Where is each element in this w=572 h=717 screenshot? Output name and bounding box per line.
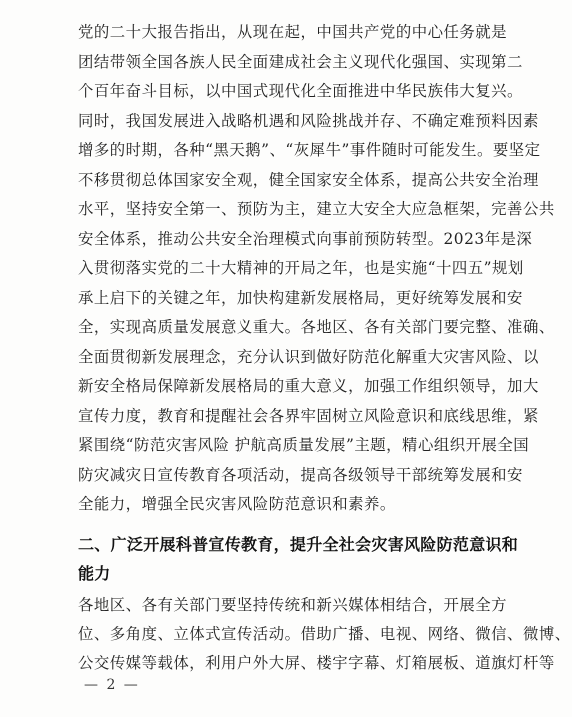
text-line: 位、多角度、立体式宣传活动。借助广播、电视、网络、微信、微博、 [78, 625, 571, 643]
text-line: 同时，我国发展进入战略机遇和风险挑战并存、不确定难预料因素 [78, 111, 539, 130]
text-line: 防灾减灾日宣传教育各项活动，提高各级领导干部统筹发展和安 [78, 465, 523, 484]
text-line: 党的二十大报告指出，从现在起，中国共产党的中心任务就是 [78, 23, 508, 41]
text-line: 团结带领全国各族人民全面建成社会主义现代化强国、实现第二 [78, 52, 523, 71]
text-line: 入贯彻落实党的二十大精神的开局之年，也是实施“十四五”规划 [78, 259, 524, 277]
text-line: 水平，坚持安全第一、预防为主，建立大安全大应急框架，完善公共 [78, 200, 555, 218]
page-number: — 2 — [84, 677, 140, 693]
text-line: 紧围绕“防范灾害风险 护航高质量发展”主题，精心组织开展全国 [78, 436, 530, 454]
text-line: 各地区、各有关部门要坚持传统和新兴媒体相结合，开展全方 [78, 596, 508, 614]
text-line: 全能力，增强全民灾害风险防范意识和素养。 [78, 495, 396, 513]
text-line: 安全体系，推动公共安全治理模式向事前预防转型。2023年是深 [78, 229, 533, 248]
text-line: 全面贯彻新发展理念，充分认识到做好防范化解重大灾害风险、以 [78, 347, 539, 366]
heading-line: 二、广泛开展科普宣传教育，提升全社会灾害风险防范意识和 [78, 535, 519, 554]
text-line: 个百年奋斗目标，以中国式现代化全面推进中华民族伟大复兴。 [78, 82, 523, 100]
text-line: 承上启下的关键之年，加快构建新发展格局，更好统筹发展和安 [78, 288, 523, 307]
text-line: 增多的时期，各种“黑天鹅”、“灰犀牛”事件随时可能发生。要坚定 [78, 141, 541, 159]
text-line: 全，实现高质量发展意义重大。各地区、各有关部门要完整、准确、 [78, 318, 555, 336]
text-line: 宣传力度，教育和提醒社会各界牢固树立风险意识和底线思维，紧 [78, 406, 539, 425]
text-line: 新安全格局保障新发展格局的重大意义，加强工作组织领导，加大 [78, 377, 539, 395]
text-line: 公交传媒等载体，利用户外大屏、楼宇字幕、灯箱展板、道旗灯杆等 [78, 654, 555, 672]
text-line: 不移贯彻总体国家安全观，健全国家安全体系，提高公共安全治理 [78, 170, 539, 189]
heading-line: 能力 [78, 564, 111, 583]
